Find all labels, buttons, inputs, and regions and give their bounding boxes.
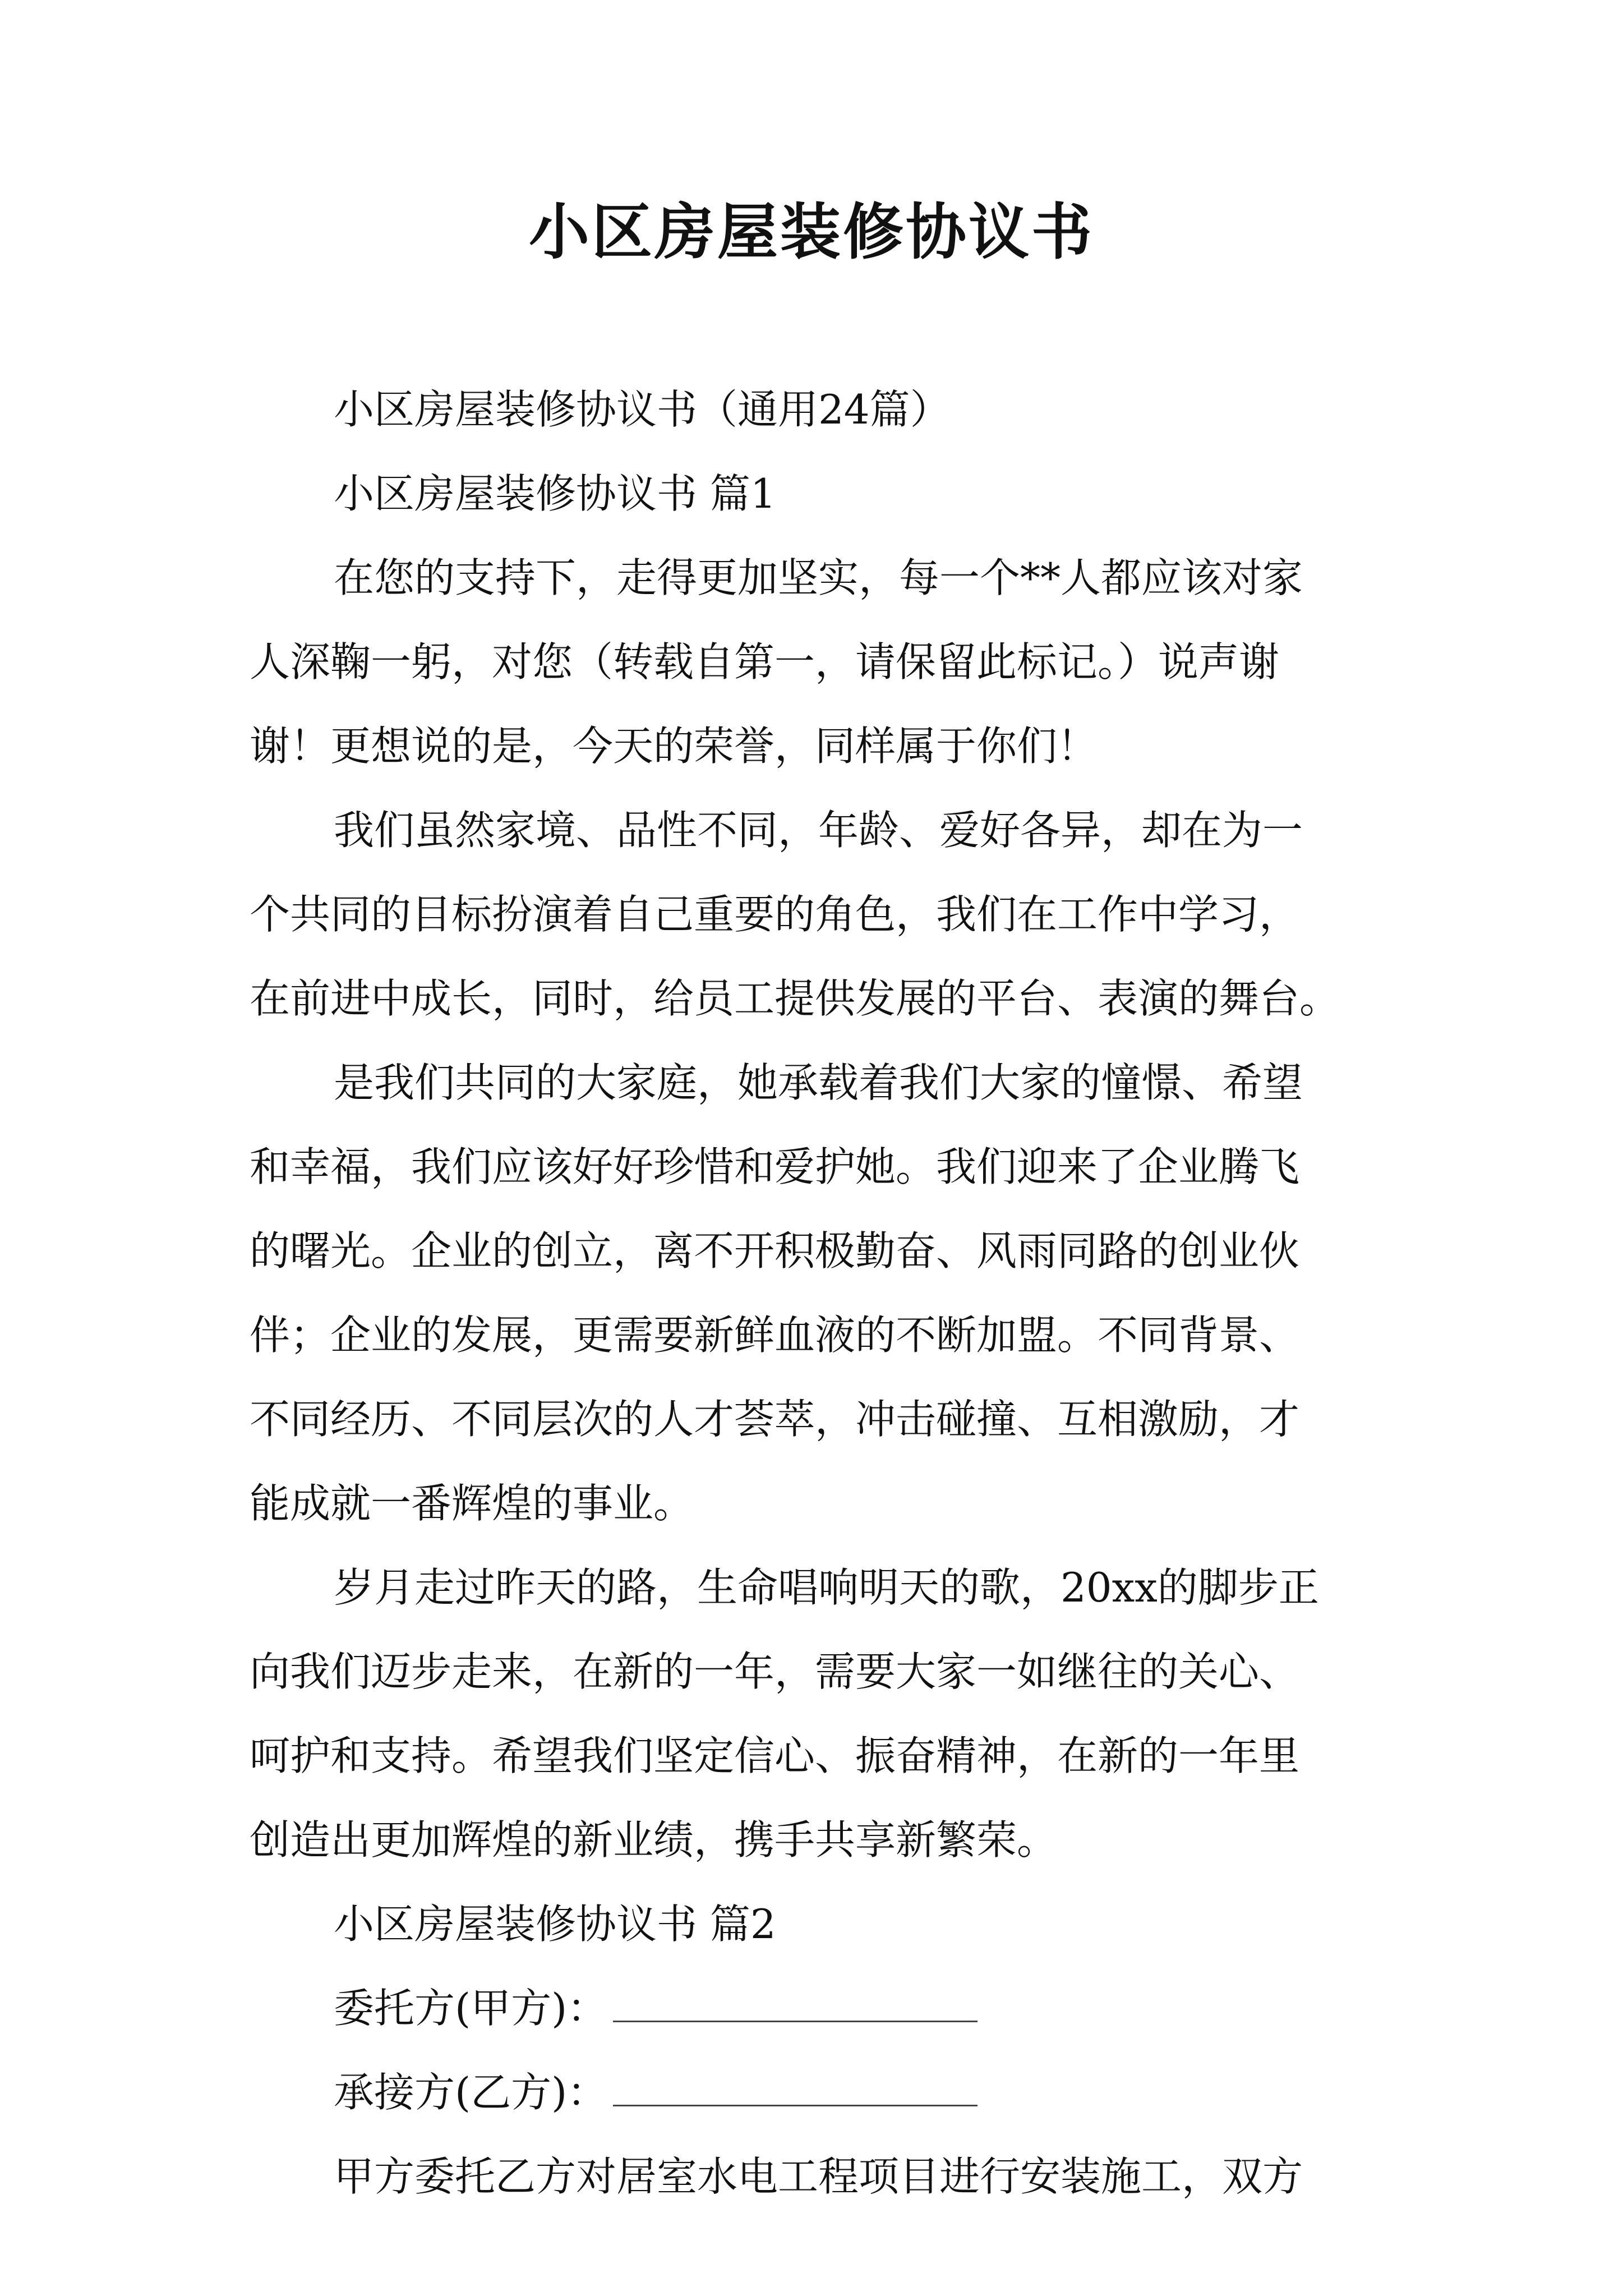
- paragraph-line: 人深鞠一躬，对您（转载自第一，请保留此标记。）说声谢: [250, 638, 1280, 685]
- paragraph-line: 在前进中成长，同时，给员工提供发展的平台、表演的舞台。: [250, 975, 1340, 1022]
- paragraph-line: 向我们迈步走来，在新的一年，需要大家一如继往的关心、: [250, 1648, 1300, 1695]
- paragraph-line: 谢！更想说的是，今天的荣誉，同样属于你们！: [250, 723, 1098, 770]
- section-heading-part-2: 小区房屋装修协议书 篇2: [334, 1901, 776, 1948]
- paragraph-line: 我们虽然家境、品性不同，年龄、爱好各异，却在为一: [334, 807, 1303, 854]
- paragraph-line: 的曙光。企业的创立，离不开积极勤奋、风雨同路的创业伙: [250, 1227, 1300, 1274]
- party-b-label: 承接方(乙方)：: [334, 2069, 608, 2116]
- party-b-row: [250, 2050, 1399, 2134]
- document-body: [250, 367, 1399, 2219]
- paragraph-line: 和幸福，我们应该好好珍惜和爱护她。我们迎来了企业腾飞: [250, 1143, 1300, 1190]
- paragraph-line: 岁月走过昨天的路，生命唱响明天的歌，20xx的脚步正: [334, 1564, 1319, 1611]
- paragraph-line: 呵护和支持。希望我们坚定信心、振奋精神，在新的一年里: [250, 1732, 1300, 1779]
- paragraph-line: 在您的支持下，走得更加坚实，每一个**人都应该对家: [334, 554, 1303, 601]
- paragraph-line: 创造出更加辉煌的新业绩，携手共享新繁荣。: [250, 1816, 1058, 1864]
- party-b-blank-line: [613, 2065, 978, 2106]
- paragraph-line: 是我们共同的大家庭，她承载着我们大家的憧憬、希望: [334, 1059, 1303, 1106]
- party-a-label: 委托方(甲方)：: [334, 1985, 608, 2032]
- document-subtitle: 小区房屋装修协议书（通用24篇）: [334, 386, 951, 433]
- paragraph-line: 个共同的目标扮演着自己重要的角色，我们在工作中学习，: [250, 891, 1300, 938]
- document-title: 小区房屋装修协议书: [528, 197, 1094, 268]
- paragraph-line: 伴；企业的发展，更需要新鲜血液的不断加盟。不同背景、: [250, 1312, 1300, 1359]
- party-a-blank-line: [613, 1981, 978, 2022]
- paragraph-line: 不同经历、不同层次的人才荟萃，冲击碰撞、互相激励，才: [250, 1396, 1300, 1443]
- party-a-row: [250, 1966, 1399, 2050]
- paragraph-line: 能成就一番辉煌的事业。: [250, 1480, 694, 1527]
- paragraph-line: 甲方委托乙方对居室水电工程项目进行安装施工，双方: [334, 2153, 1303, 2200]
- section-heading-part-1: 小区房屋装修协议书 篇1: [334, 470, 776, 517]
